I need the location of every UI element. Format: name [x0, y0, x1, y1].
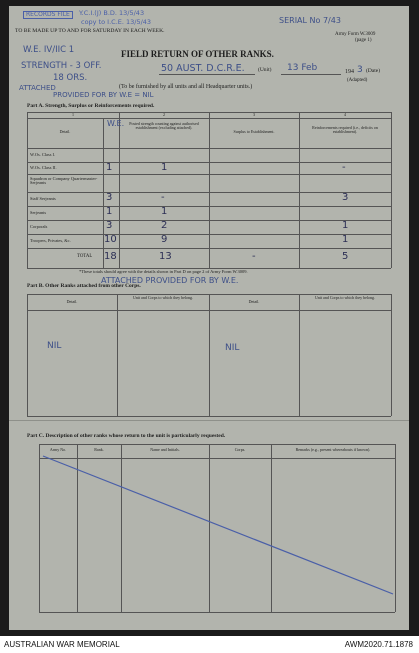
row-label: Corporals: [30, 224, 48, 229]
part-b-nil-right: NIL: [225, 343, 240, 353]
strength-other-ranks: 18 ORS.: [53, 73, 88, 83]
provided-note: PROVIDED FOR BY W.E = NIL: [53, 91, 154, 99]
we-value: 3: [106, 192, 113, 203]
header-posted-strength: Posted strength counting against authorised establishment (excluding attached).: [129, 121, 199, 131]
part-c-header-remarks: Remarks (e.g., present whereabouts if known).: [295, 447, 371, 452]
part-c-strike-line: [9, 6, 409, 630]
part-b-header-unit-right: Unit and Corps to which they belong.: [314, 295, 376, 300]
col-number-2: 2: [163, 112, 165, 117]
footer-institution: AUSTRALIAN WAR MEMORIAL: [4, 640, 120, 649]
we-value: 10: [104, 234, 117, 245]
form-sheet: [9, 6, 409, 630]
date-label: (Date): [366, 68, 381, 74]
reinf-value: -: [342, 162, 346, 173]
footer-accession-number: AWM2020.71.1878: [344, 640, 413, 649]
posted-value: -: [161, 192, 165, 203]
total-reinf: 5: [342, 251, 349, 262]
form-title: FIELD RETURN OF OTHER RANKS.: [121, 49, 274, 59]
handwritten-routing-1: Y.C.I.(J) B.D. 13/5/43: [79, 9, 145, 17]
total-surplus: -: [252, 251, 256, 262]
unit-label: (Unit): [258, 67, 272, 73]
posted-value: 2: [161, 220, 168, 231]
posted-value: 9: [161, 234, 168, 245]
row-label: Staff Serjeants: [30, 196, 56, 201]
part-b-header-unit-left: Unit and Corps to which they belong.: [132, 295, 194, 300]
col-number-3: 3: [253, 112, 255, 117]
year-prefix: 194: [345, 69, 354, 75]
serial-number: SERIAL No 7/43: [279, 16, 341, 25]
unit-name: 50 AUST. D.C.R.E.: [161, 63, 245, 74]
we-value: 1: [106, 206, 113, 217]
header-we: W.E.: [107, 119, 125, 128]
part-b-nil-left: NIL: [47, 341, 62, 351]
header-surplus: Surplus to Establishment.: [233, 129, 275, 134]
reinf-value: 1: [342, 234, 349, 245]
part-a-footnote: *These totals should agree with the details shown in Part D on page 2 of Army Form W.3009.: [79, 269, 248, 274]
part-b-title: Part B. Other Ranks attached from other Corps.: [27, 283, 141, 289]
strength-officers: STRENGTH - 3 OFF.: [21, 61, 102, 71]
row-label: Squadron or Company Quartermaster-Serjeants: [30, 176, 98, 186]
header-reinforcements: Reinforcements required (i.e., deficits on establishment).: [312, 125, 378, 135]
row-label: Serjeants: [30, 210, 47, 215]
total-posted: 13: [159, 251, 172, 262]
part-b-header-detail-right: Detail.: [248, 299, 260, 304]
col-number-4: 4: [344, 112, 346, 117]
instruction-text: TO BE MADE UP TO AND FOR SATURDAY IN EACH WEEK.: [15, 28, 165, 34]
part-c-header-corps: Corps.: [234, 447, 246, 452]
part-a-title: Part A. Strength, Surplus or Reinforcements required.: [27, 103, 155, 109]
part-c-title: Part C. Description of other ranks whose return to the unit is particularly requested.: [27, 433, 226, 439]
we-value: 3: [106, 220, 113, 231]
reinf-value: 3: [342, 192, 349, 203]
return-date: 13 Feb: [287, 63, 318, 73]
total-we: 18: [104, 251, 117, 262]
part-c-header-rank: Rank.: [94, 447, 104, 452]
furnish-note: (To be furnished by all units and all Headquarter units.): [119, 84, 253, 90]
we-reference: W.E. IV/IIC 1: [23, 45, 75, 55]
part-c-header-name: Name and Initials.: [150, 447, 180, 452]
posted-value: 1: [161, 162, 168, 173]
row-label: W.Os. Class I.: [30, 152, 56, 157]
part-c-header-army-no: Army No.: [49, 447, 67, 452]
army-form-number: Army Form W.3009: [335, 32, 376, 37]
page-number: (page 1): [355, 38, 372, 43]
we-value: 1: [106, 162, 113, 173]
posted-value: 1: [161, 206, 168, 217]
total-label: TOTAL: [77, 254, 93, 259]
reinf-value: 1: [342, 220, 349, 231]
row-label: Troopers, Privates, &c.: [30, 238, 71, 243]
header-detail: Detail.: [59, 129, 71, 134]
records-file-stamp: RECORDS FILE: [23, 11, 73, 19]
year-digit: 3: [357, 65, 363, 75]
handwritten-routing-2: copy to I.C.E. 13/5/43: [81, 18, 152, 26]
adapted-label: (Adapted): [347, 78, 368, 83]
part-b-header-detail-left: Detail.: [66, 299, 78, 304]
col-number-1: 1: [72, 112, 74, 117]
attached-provided-note: ATTACHED PROVIDED FOR BY W.E.: [101, 276, 239, 285]
row-label: W.Os. Class II.: [30, 165, 57, 170]
attached-note: ATTACHED: [19, 84, 56, 92]
